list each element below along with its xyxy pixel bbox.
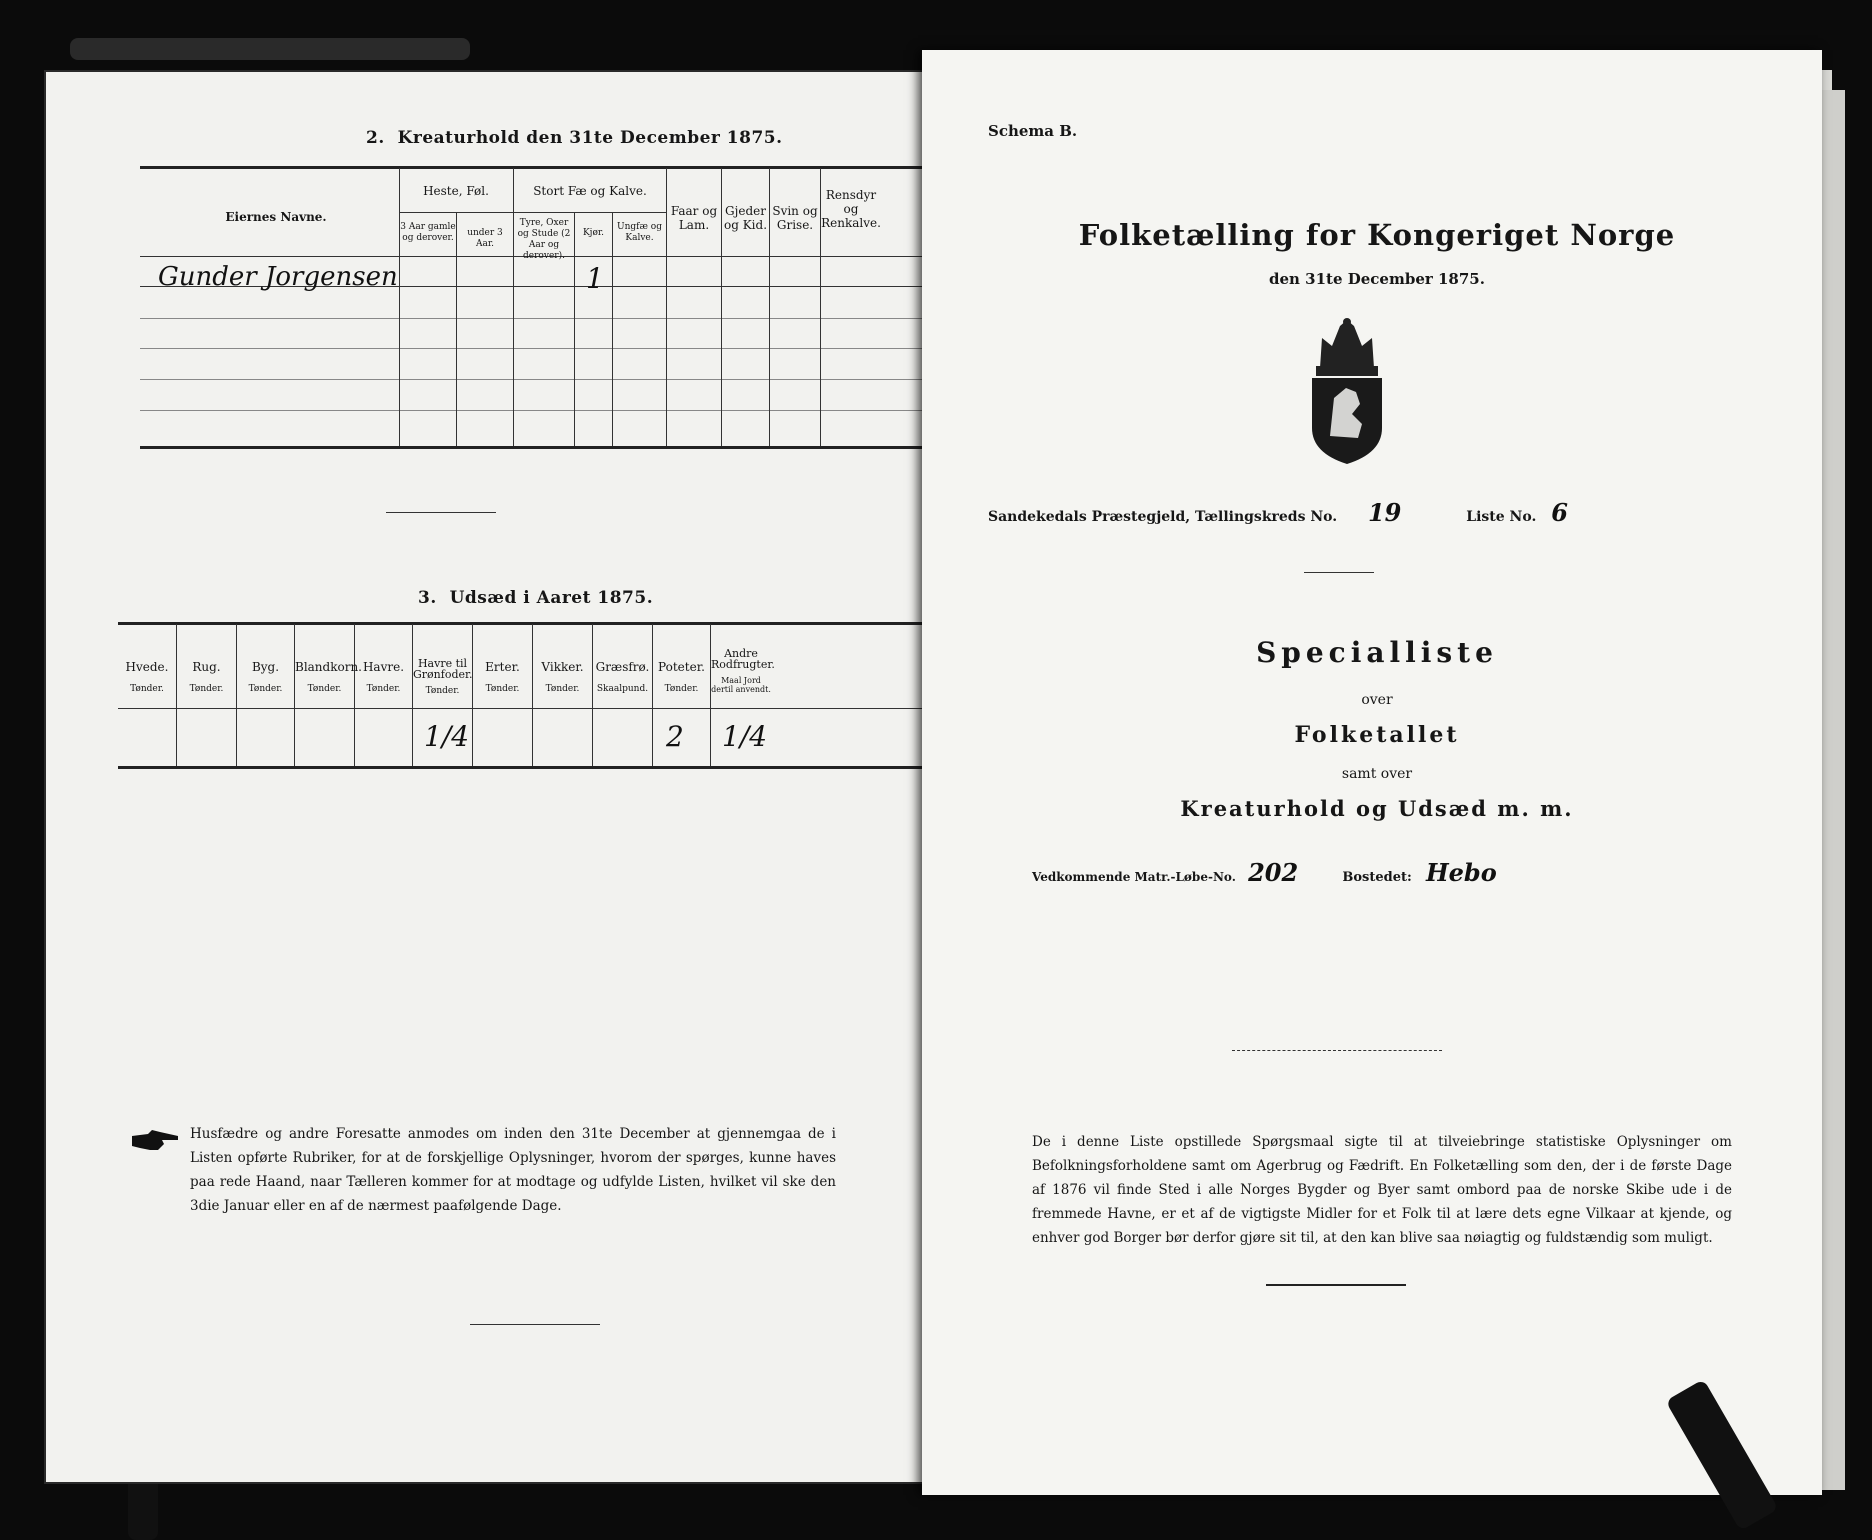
green-fodder-unit: Tønder. <box>425 686 460 696</box>
parish-line <box>988 498 1788 527</box>
pointing-hand-icon <box>130 1128 180 1154</box>
peas-header: Erter. <box>485 660 520 674</box>
potatoes-value: 2 <box>666 720 684 753</box>
barley-header: Byg. <box>251 660 280 674</box>
vetch-header: Vikker. <box>541 660 584 674</box>
liste-label: Liste No. <box>1466 509 1537 525</box>
owner-name-entry: Gunder Jorgensen <box>158 262 398 292</box>
peas-unit: Tønder. <box>485 684 520 694</box>
vetch-unit: Tønder. <box>545 684 580 694</box>
parish-label: Sandekedals Præstegjeld, Tællingskreds No. <box>988 509 1338 525</box>
grass-seed-unit: Skaalpund. <box>596 684 649 694</box>
liste-number: 6 <box>1551 498 1568 527</box>
root-crops-unit: Maal Jord dertil anvendt. <box>711 676 771 694</box>
horses-under3-header: under 3 Aar. <box>467 228 503 249</box>
grass-seed-header: Græsfrø. <box>595 660 650 674</box>
instructions-notice: Husfædre og andre Foresatte anmodes om inden den 31te December at gjennemgaa de i Listen opførte Rubriker, for at de forskjellige Oplysninger, hvorom der spørges, kunne haves paa rede Haand, naar Tælleren kommer for at modtage og udfylde Listen, hvilket vil ske den 3die Januar eller en af de nærmest paafølgende Dage. <box>190 1126 836 1214</box>
goats-header: Gjeder og Kid. <box>723 204 768 232</box>
young-cattle-header: Ungfæ og Kalve. <box>617 222 662 243</box>
bostedet-label: Bostedet: <box>1342 870 1412 885</box>
divider <box>386 512 496 513</box>
cows-entry: 1 <box>586 262 604 295</box>
right-page <box>922 50 1822 1495</box>
mid-rule <box>1232 1050 1442 1051</box>
section3-title: 3. Udsæd i Aaret 1875. <box>418 588 654 608</box>
left-page <box>46 72 930 1482</box>
date-line: den 31te December 1875. <box>1269 270 1485 288</box>
pigs-header: Svin og Grise. <box>772 204 818 232</box>
over-text-1: over <box>1361 692 1393 708</box>
matr-label: Vedkommende Matr.-Løbe-No. <box>1032 870 1236 884</box>
specialliste-title: Specialliste <box>1256 636 1498 669</box>
potatoes-unit: Tønder. <box>664 684 699 694</box>
wheat-unit: Tønder. <box>130 684 164 694</box>
sheep-header: Faar og Lam. <box>670 204 718 232</box>
short-rule <box>1304 572 1374 573</box>
mixed-grain-unit: Tønder. <box>307 684 342 694</box>
tape-top-left <box>70 38 470 60</box>
kreaturhold-title: Kreaturhold og Udsæd m. m. <box>1180 796 1574 821</box>
rye-header: Rug. <box>192 660 221 674</box>
cows-header: Kjør. <box>582 228 605 238</box>
root-crops-value: 1/4 <box>722 720 768 753</box>
barley-unit: Tønder. <box>248 684 283 694</box>
potatoes-header: Poteter. <box>658 660 705 674</box>
section2-title: 2. Kreaturhold den 31te December 1875. <box>366 128 783 148</box>
purpose-text: De i denne Liste opstillede Spørgsmaal sigte til at tilveiebringe statistiske Oplysninger om Befolkningsforholdene samt om Agerbrug og Fædrift. En Folketælling som den, der i de første Dage af 1876 vil finde Sted i alle Norges Bygder og Byer samt ombord paa de norske Skibe ude i de fremmede Havne, er et af de vigtigste Midler for et Folk til at lære dets egne Vilkaar at kjende, og enhver god Borger bør derfor gjøre sit til, at den kan blive saa nøiagtig og fuldstændig som muligt. <box>1032 1134 1732 1246</box>
bostedet-value: Hebo <box>1425 858 1497 887</box>
folketallet-title: Folketallet <box>1294 722 1460 748</box>
end-rule <box>1266 1284 1406 1286</box>
bulls-header: Tyre, Oxer og Stude (2 Aar og derover). <box>517 218 571 261</box>
matr-line <box>1032 858 1732 887</box>
bottom-rule <box>470 1324 600 1325</box>
oats-unit: Tønder. <box>366 684 401 694</box>
green-fodder-header: Havre til Grønfoder. <box>413 657 473 681</box>
cattle-header: Stort Fæ og Kalve. <box>533 184 647 198</box>
horses-3yr-header: 3 Aar gamle og derover. <box>400 222 456 243</box>
main-title: Folketælling for Kongeriget Norge <box>1078 218 1676 252</box>
oats-header: Havre. <box>362 660 405 674</box>
coat-of-arms-icon <box>1300 318 1394 466</box>
mixed-grain-header: Blandkorn. <box>295 660 362 674</box>
kreds-number: 19 <box>1367 498 1402 527</box>
schema-label: Schema B. <box>988 122 1078 140</box>
root-crops-header: Andre Rodfrugter. <box>711 647 775 671</box>
rye-unit: Tønder. <box>189 684 224 694</box>
wheat-header: Hvede. <box>125 660 169 674</box>
owner-header: Eiernes Navne. <box>225 210 327 224</box>
matr-number: 202 <box>1248 858 1299 887</box>
samt-over-text: samt over <box>1341 766 1413 782</box>
reindeer-header: Rensdyr og Renkalve. <box>821 188 881 230</box>
green-fodder-value: 1/4 <box>424 720 470 753</box>
horses-header: Heste, Føl. <box>423 184 489 198</box>
